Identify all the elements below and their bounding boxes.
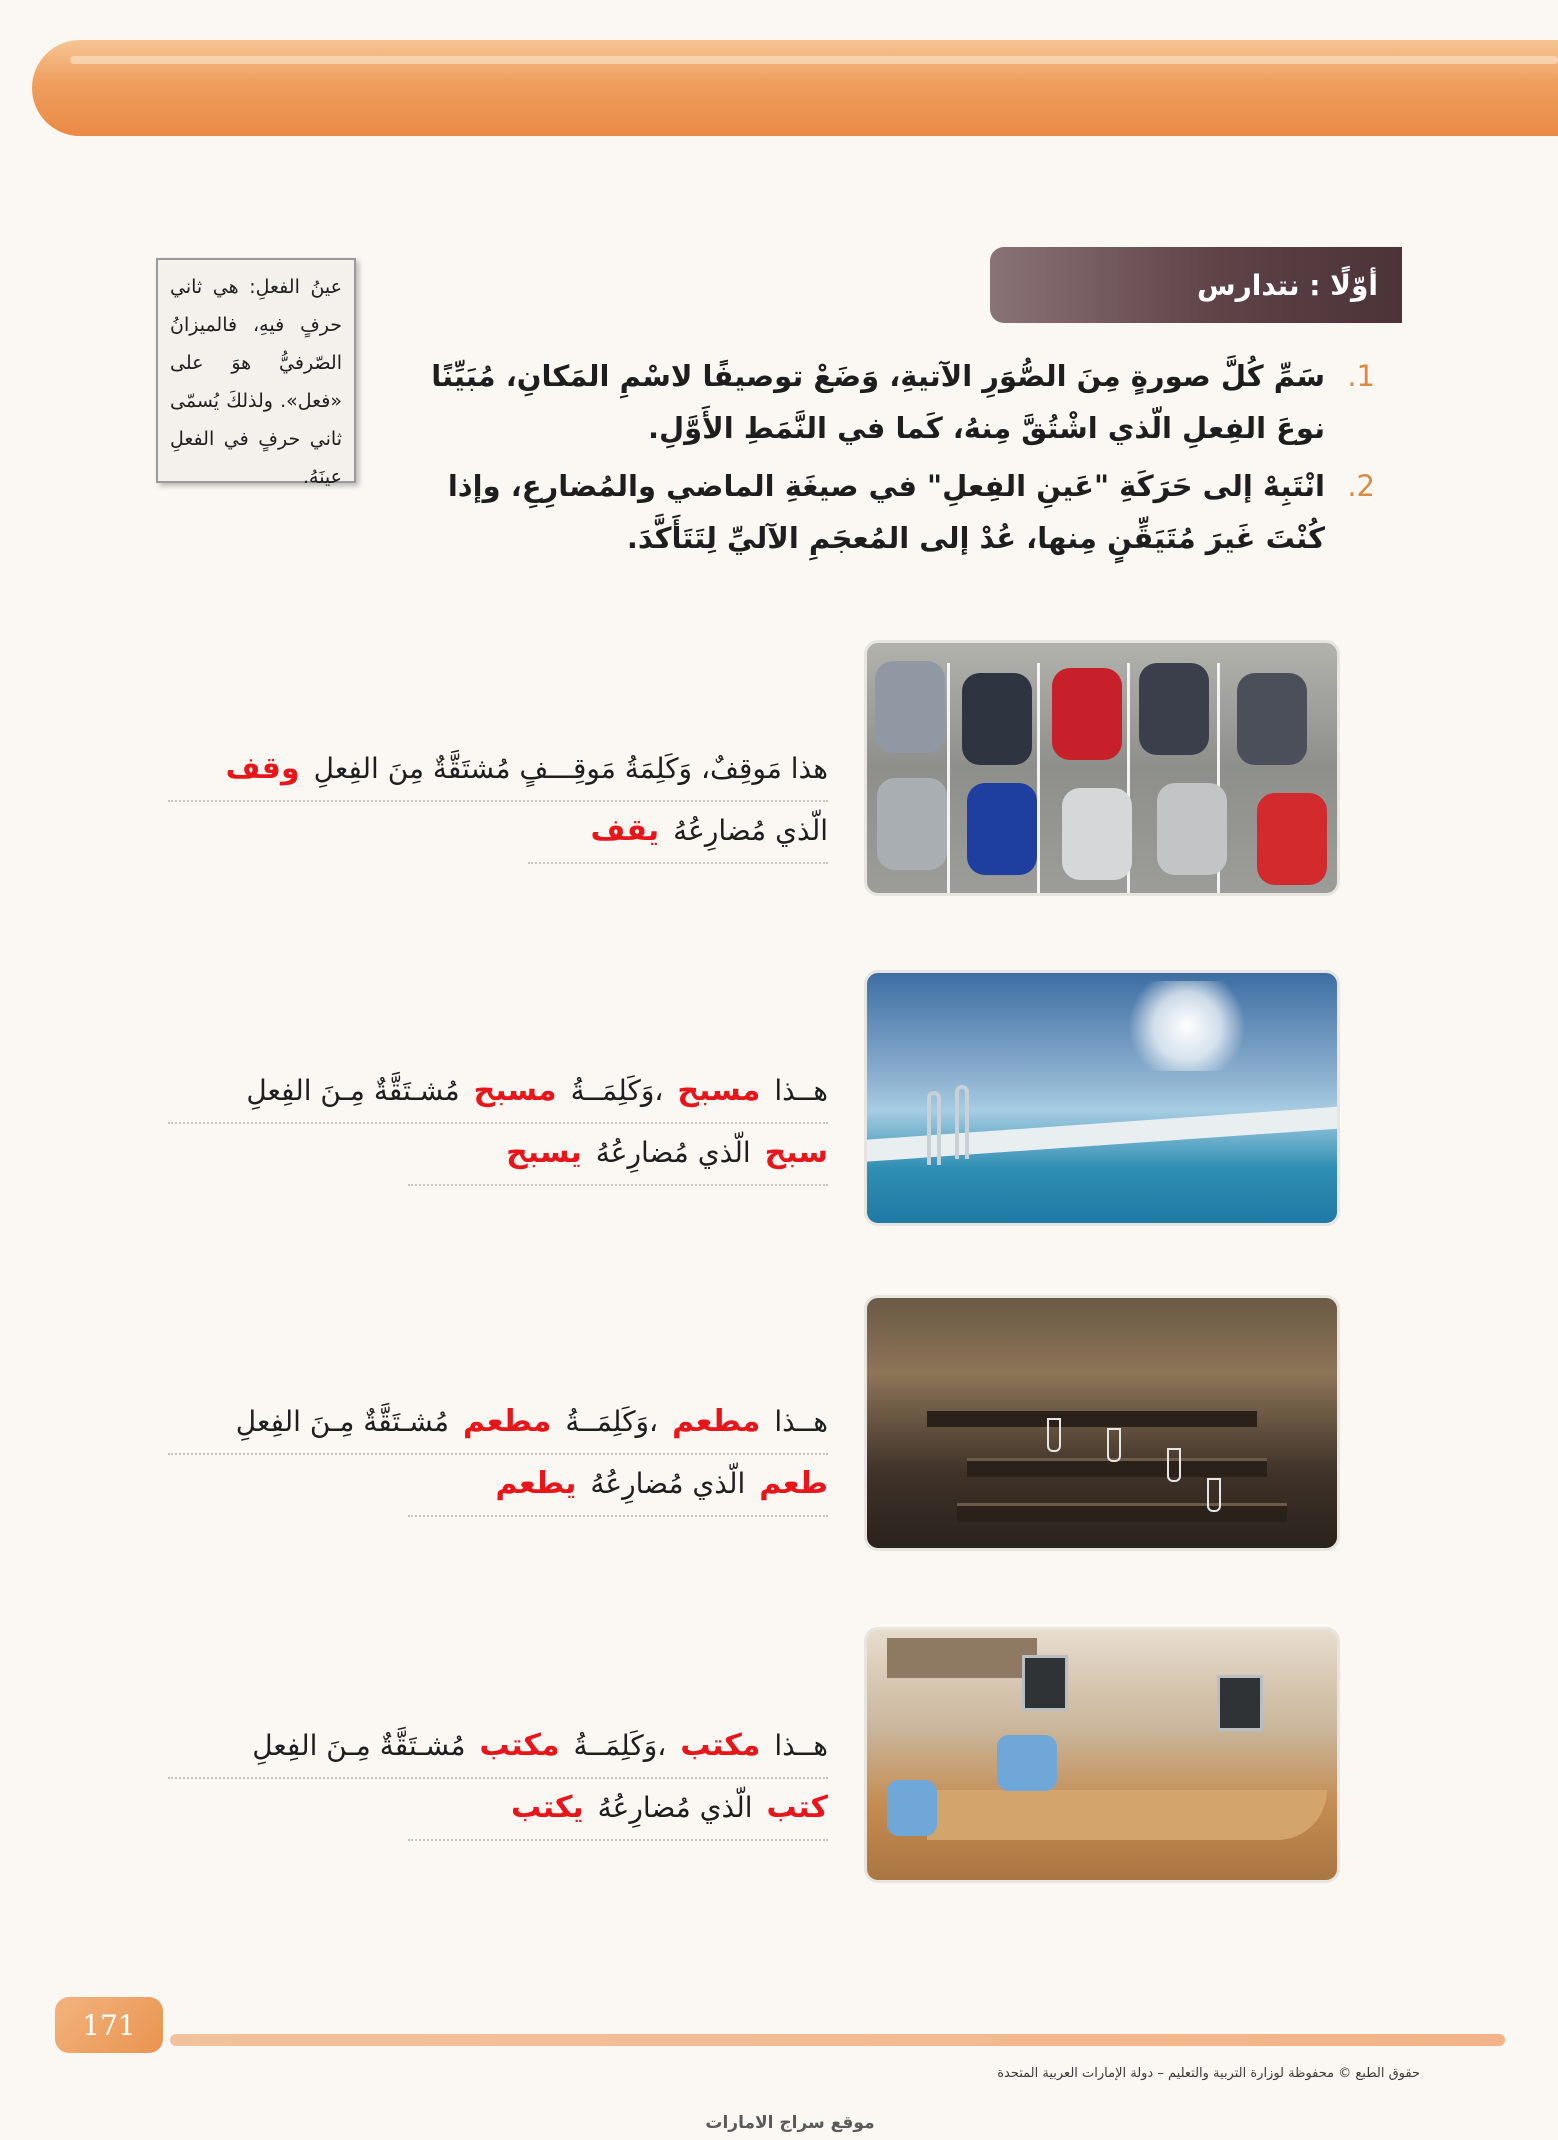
copyright-text: حقوق الطبع © محفوظة لوزارة التربية والتعليم – دولة الإمارات العربية المتحدة — [997, 2066, 1420, 2081]
verb-present: يقف — [590, 813, 660, 848]
caption-line — [408, 1124, 828, 1186]
verb-present: يكتب — [510, 1790, 584, 1825]
wine-glass — [1207, 1478, 1221, 1512]
caption-text: ،وَكَلِمَــةُ — [565, 1405, 659, 1438]
car — [877, 778, 947, 870]
caption-text: مُشـتَقَّةٌ مِـنَ الفِعلِ — [252, 1729, 466, 1762]
restaurant-photo — [864, 1295, 1340, 1551]
caption-text: هــذا — [774, 1074, 828, 1107]
place-name: مسبح — [677, 1073, 761, 1108]
caption-text: مُشـتَقَّةٌ مِـنَ الفِعلِ — [235, 1405, 450, 1438]
car — [1139, 663, 1209, 755]
place-name: مكتب — [479, 1728, 560, 1763]
top-band-highlight — [70, 56, 1558, 64]
caption-line — [528, 802, 828, 864]
parking-lot-photo — [864, 640, 1340, 896]
verb-past: وقف — [225, 751, 300, 786]
car — [875, 661, 945, 753]
caption-restaurant — [168, 1393, 828, 1517]
place-name: مطعم — [672, 1404, 761, 1439]
wine-glass — [1107, 1428, 1121, 1462]
caption-text: الّذي مُضارِعُهُ — [595, 1136, 751, 1169]
place-name: مكتب — [680, 1728, 761, 1763]
parking-line — [1037, 663, 1040, 893]
caption-line — [168, 1393, 828, 1455]
caption-text: مُشـتَقَّةٌ مِـنَ الفِعلِ — [246, 1074, 460, 1107]
car — [967, 783, 1037, 875]
verb-present: يطعم — [495, 1466, 577, 1501]
instructions-list — [385, 350, 1375, 570]
office-chair — [997, 1735, 1057, 1791]
caption-text: هذا مَوقِفٌ، وَكَلِمَةُ مَوقِـــفٍ مُشتَقَّةٌ مِنَ الفِعلِ — [313, 752, 828, 785]
instruction-item — [385, 350, 1375, 454]
caption-line — [168, 740, 828, 802]
site-watermark: موقع سراج الامارات — [705, 2113, 875, 2133]
top-decorative-band — [32, 40, 1558, 136]
caption-text: الّذي مُضارِعُهُ — [590, 1467, 746, 1500]
caption-text: الّذي مُضارِعُهُ — [597, 1791, 753, 1824]
section-title: أوّلًا : نتدارس — [990, 247, 1402, 323]
instruction-number: 2. — [1347, 469, 1375, 503]
computer-monitor — [1022, 1655, 1068, 1711]
car — [1237, 673, 1307, 765]
caption-line — [408, 1455, 828, 1517]
computer-monitor — [1217, 1675, 1263, 1731]
dining-table — [927, 1408, 1257, 1427]
side-note-box: عينُ الفعلِ: هي ثاني حرفٍ فيهِ، فالميزانُ الصّرفيُّ هوَ على «فعل». ولذلكَ يُسمّى ثاني حرفٍ في الفعلِ عينَهُ. — [156, 258, 356, 483]
car — [1052, 668, 1122, 760]
caption-office — [168, 1717, 828, 1841]
caption-line — [168, 1062, 828, 1124]
place-name: مسبح — [473, 1073, 557, 1108]
office-photo — [864, 1627, 1340, 1883]
wine-glass — [1167, 1448, 1181, 1482]
caption-text: الّذي مُضارِعُهُ — [673, 814, 828, 847]
swimming-pool-photo — [864, 970, 1340, 1226]
caption-text: ،وَكَلِمَــةُ — [573, 1729, 667, 1762]
car — [962, 673, 1032, 765]
pool-ladder — [955, 1085, 969, 1159]
verb-present: يسبح — [506, 1135, 582, 1170]
caption-text: هــذا — [774, 1405, 828, 1438]
verb-past: سبح — [764, 1135, 828, 1170]
dining-table — [957, 1503, 1287, 1522]
instruction-text: انْتَبِهْ إلى حَرَكَةِ "عَينِ الفِعلِ" في صيغَةِ الماضي والمُضارِعِ، وإذا كُنْتَ غَيرَ مُتَيَقِّنٍ مِنها، عُدْ إلى المُعجَمِ الآليِّ لِتَتَأَكَّدَ. — [447, 469, 1325, 555]
bookshelf — [887, 1638, 1037, 1678]
caption-text: ،وَكَلِمَــةُ — [570, 1074, 664, 1107]
office-desk — [927, 1790, 1327, 1840]
caption-line — [168, 1717, 828, 1779]
instruction-item — [385, 460, 1375, 564]
instruction-text: سَمِّ كُلَّ صورةٍ مِنَ الصُّوَرِ الآتيةِ، وَضَعْ توصيفًا لاسْمِ المَكانِ، مُبَيِّنًا نوعَ الفِعلِ الّذي اشْتُقَّ مِنهُ، كَما في النَّمَطِ الأَوَّلِ. — [431, 359, 1325, 445]
sun — [1117, 981, 1257, 1071]
verb-past: كتب — [766, 1790, 828, 1825]
pool-ladder — [927, 1091, 941, 1165]
verb-past: طعم — [759, 1466, 828, 1501]
page-number: 171 — [55, 1997, 163, 2053]
car — [1257, 793, 1327, 885]
instruction-number: 1. — [1347, 359, 1375, 393]
wine-glass — [1047, 1418, 1061, 1452]
place-name: مطعم — [463, 1404, 552, 1439]
car — [1062, 788, 1132, 880]
caption-text: هــذا — [774, 1729, 828, 1762]
caption-parking — [168, 740, 828, 864]
caption-pool — [168, 1062, 828, 1186]
bottom-decorative-line — [170, 2034, 1505, 2046]
caption-line — [408, 1779, 828, 1841]
office-chair — [887, 1780, 937, 1836]
parking-line — [947, 663, 950, 893]
car — [1157, 783, 1227, 875]
